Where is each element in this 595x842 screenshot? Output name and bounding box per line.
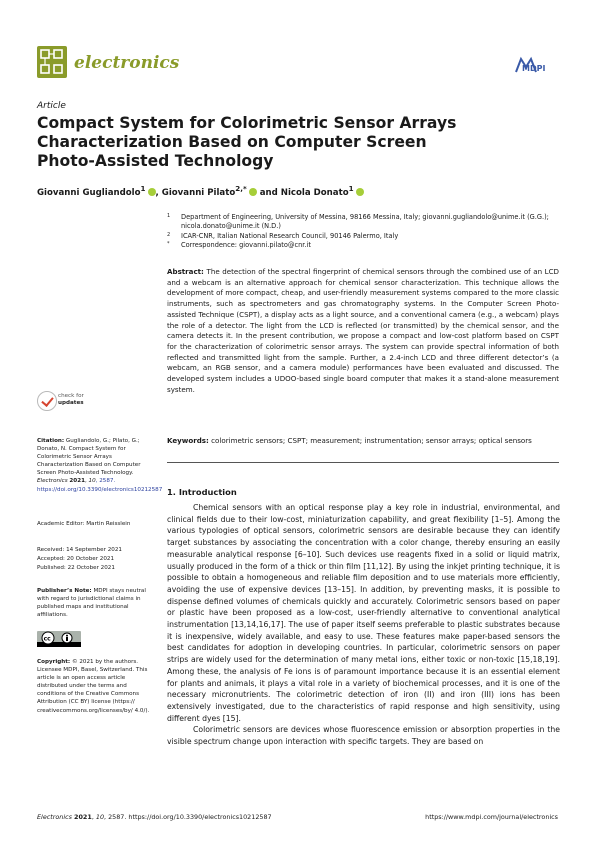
accepted-date: Accepted: 20 October 2021	[37, 556, 115, 562]
received-date: Received: 14 September 2021	[37, 547, 122, 553]
published-date: Published: 22 October 2021	[37, 565, 115, 571]
mdpi-logo[interactable]	[514, 56, 552, 74]
author-affil-mark: 2,*	[235, 184, 247, 193]
body-text	[167, 502, 560, 748]
journal-emblem-icon	[37, 46, 67, 78]
affil-mark: *	[167, 241, 170, 248]
copyright-text: © 2021 by the authors. Licensee MDPI, Basel, Switzerland. This article is an open access article distributed under the terms and conditions of the Creative Commons Attribution (CC BY) license (https:// creativecommons.org/licenses/by/ 4.0/).	[37, 659, 150, 714]
footer-doi: , 2587. https://doi.org/10.3390/electronics10212587	[104, 813, 272, 821]
citation-doi-link[interactable]: , 2587. https://doi.org/10.3390/electronics10212587	[37, 478, 163, 493]
footer-vol: 10	[95, 813, 105, 821]
author-name: Giovanni Gugliandolo	[37, 187, 141, 198]
affiliations	[167, 213, 557, 251]
academic-editor: Academic Editor: Martin Reisslein	[37, 521, 131, 527]
check-updates-button[interactable]	[37, 391, 85, 411]
author-affil-mark: 1	[140, 184, 146, 193]
note-label: Publisher’s Note:	[37, 588, 92, 594]
copyright	[37, 658, 155, 715]
article-type: Article	[37, 101, 66, 111]
divider	[167, 462, 559, 463]
citation-journal: Electronics	[37, 478, 68, 485]
author-separator: and	[256, 187, 281, 198]
abstract-label: Abstract:	[167, 267, 204, 276]
author-list	[37, 184, 364, 198]
affil-text: ICAR-CNR, Italian National Research Council, 90146 Palermo, Italy	[181, 231, 399, 240]
author-separator: ,	[155, 187, 162, 198]
citation-text: Gugliandolo, G.; Pilato, G.; Donato, N. Compact System for Colorimetric Sensor Arrays Characterization Based on Computer Screen Photo-Assisted Technology.	[37, 438, 141, 477]
citation-label: Citation:	[37, 438, 65, 444]
note-text: MDPI stays neutral with regard to jurisdictional claims in published maps and institutional affiliations.	[37, 588, 146, 619]
orcid-icon[interactable]	[356, 188, 364, 196]
affil-text: Department of Engineering, University of Messina, 98166 Messina, Italy; giovanni.gugliandolo@unime.it (G.G.); nicola.donato@unime.it (N.D.)	[181, 213, 549, 231]
check-updates-icon	[37, 391, 57, 411]
copyright-label: Copyright:	[37, 659, 71, 665]
footer-journal: Electronics	[37, 813, 72, 821]
check-line1: check for	[58, 393, 84, 399]
footer-year: 2021	[74, 813, 92, 821]
orcid-icon[interactable]	[249, 188, 257, 196]
affil-text: Correspondence: giovanni.pilato@cnr.it	[181, 241, 311, 250]
author-name: Nicola Donato	[280, 187, 349, 198]
journal-name[interactable]: electronics	[74, 53, 180, 73]
page-title: Compact System for Colorimetric Sensor Arrays Characterization Based on Computer Screen Photo-Assisted Technology	[37, 114, 457, 170]
paragraph: Colorimetric sensors are devices whose fluorescence emission or absorption properties in the visible spectrum change upon interaction with specific targets. They are based on	[167, 725, 560, 747]
check-line2: updates	[58, 400, 84, 406]
cc-by-license-icon[interactable]	[37, 631, 81, 647]
publisher-note	[37, 587, 155, 619]
citation: Citation: Gugliandolo, G.; Pilato, G.; Donato, N. Compact System for Colorimetric Sensor Arrays Characterization Based on Computer Screen Photo-Assisted Technology. Electronics 2021, 10, 2587. https://doi.org/10.3390/electronics10212587	[37, 438, 163, 493]
section-heading: 1. Introduction	[167, 487, 237, 497]
abstract-text: The detection of the spectral fingerprint of chemical sensors through the combined use of an LCD and a webcam is an alternative approach for chemical sensor characterization. This technique allows the development of more compact, cheap, and user-friendly measurement systems compared to the more classic instruments, such as spectrometers and gas chromatography systems. In the Computer Screen Photo-assisted Technique (CSPT), a display acts as a light source, and a conventional camera (e.g., a webcam) plays the role of a detector. The light from the LCD is reflected (or transmitted) by the chemical sensor, and the camera detects it. In the present contribution, we propose a compact and low-cost platform based on CSPT for the characterization of colorimetric sensor arrays. The system can provide spectral information of both reflected and transmitted light from the sample. Further, a 2.4-inch LCD and three different detector’s (a webcam, an RGB sensor, and a camera module) performances have been evaluated and discussed. The developed system includes a UDOO-based single board computer that makes it a stand-alone measurement system.	[167, 267, 559, 394]
keywords-label: Keywords:	[167, 436, 209, 445]
keywords	[167, 436, 559, 445]
affil-mark: 1	[167, 213, 171, 219]
paragraph: Chemical sensors with an optical response play a key role in industrial, environmental, and clinical fields due to their low-cost, miniaturization capability, and great flexibility [1–5]. Among the various typologies of optical sensors, colorimetric sensors are desirable because they can identify target substances by associating the concentration with a color change, thereby ensuring an easily measurable analytical response [6–10]. Such devices use reagents fixed in a solid or liquid matrix, usually produced in the form of a thick or thin film [11,12]. By using the inkjet printing technique, it is possible to obtain a homogeneous and reliable film deposition and to use materials more efficiently, avoiding the use of expensive devices [13–15]. In addition, by preventing masks, it is possible to dispense defined volumes of chemicals quickly and accurately. Colorimetric sensors based on paper or plastic have been proposed as a low-cost, user-friendly alternative to conventional analytical instrumentation [13,14,16,17]. The use of paper itself seems preferable to plastic substrates because it is inexpensive, widely available, and easy to use. These features make paper-based sensors the best candidates for adoption in developing countries. In particular, colorimetric sensors on paper strips are widely used for the determination of many metal ions, either toxic or non-toxic [15,18,19]. Among these, the analysis of Fe ions is of paramount importance because it is an essential element for plants and animals, it plays a vital role in a variety of biochemical processes, and it is one of the necessary micronutrients. The colorimetric detection of iron (II) and iron (III) ions has been extensively investigated, due to the characteristics of rapid response and high sensitivity, using different dyes [15].	[167, 503, 560, 723]
affil-mark: 2	[167, 231, 171, 238]
citation-vol: 10	[88, 478, 96, 485]
keywords-text: colorimetric sensors; CSPT; measurement; instrumentation; sensor arrays; optical sensors	[211, 436, 532, 445]
author-affil-mark: 1	[348, 184, 354, 193]
footer-journal-url[interactable]: https://www.mdpi.com/journal/electronics	[425, 813, 558, 821]
abstract	[167, 267, 559, 395]
citation-year: 2021	[69, 478, 85, 485]
page-footer: Electronics 2021, 10, 2587. https://doi.org/10.3390/electronics10212587 https://www.mdpi.com/journal/electronics	[37, 813, 558, 821]
author-name: Giovanni Pilato	[161, 187, 236, 198]
orcid-icon[interactable]	[148, 188, 156, 196]
mdpi-wordmark: MDPI	[522, 64, 546, 73]
svg-text:cc: cc	[43, 635, 51, 643]
